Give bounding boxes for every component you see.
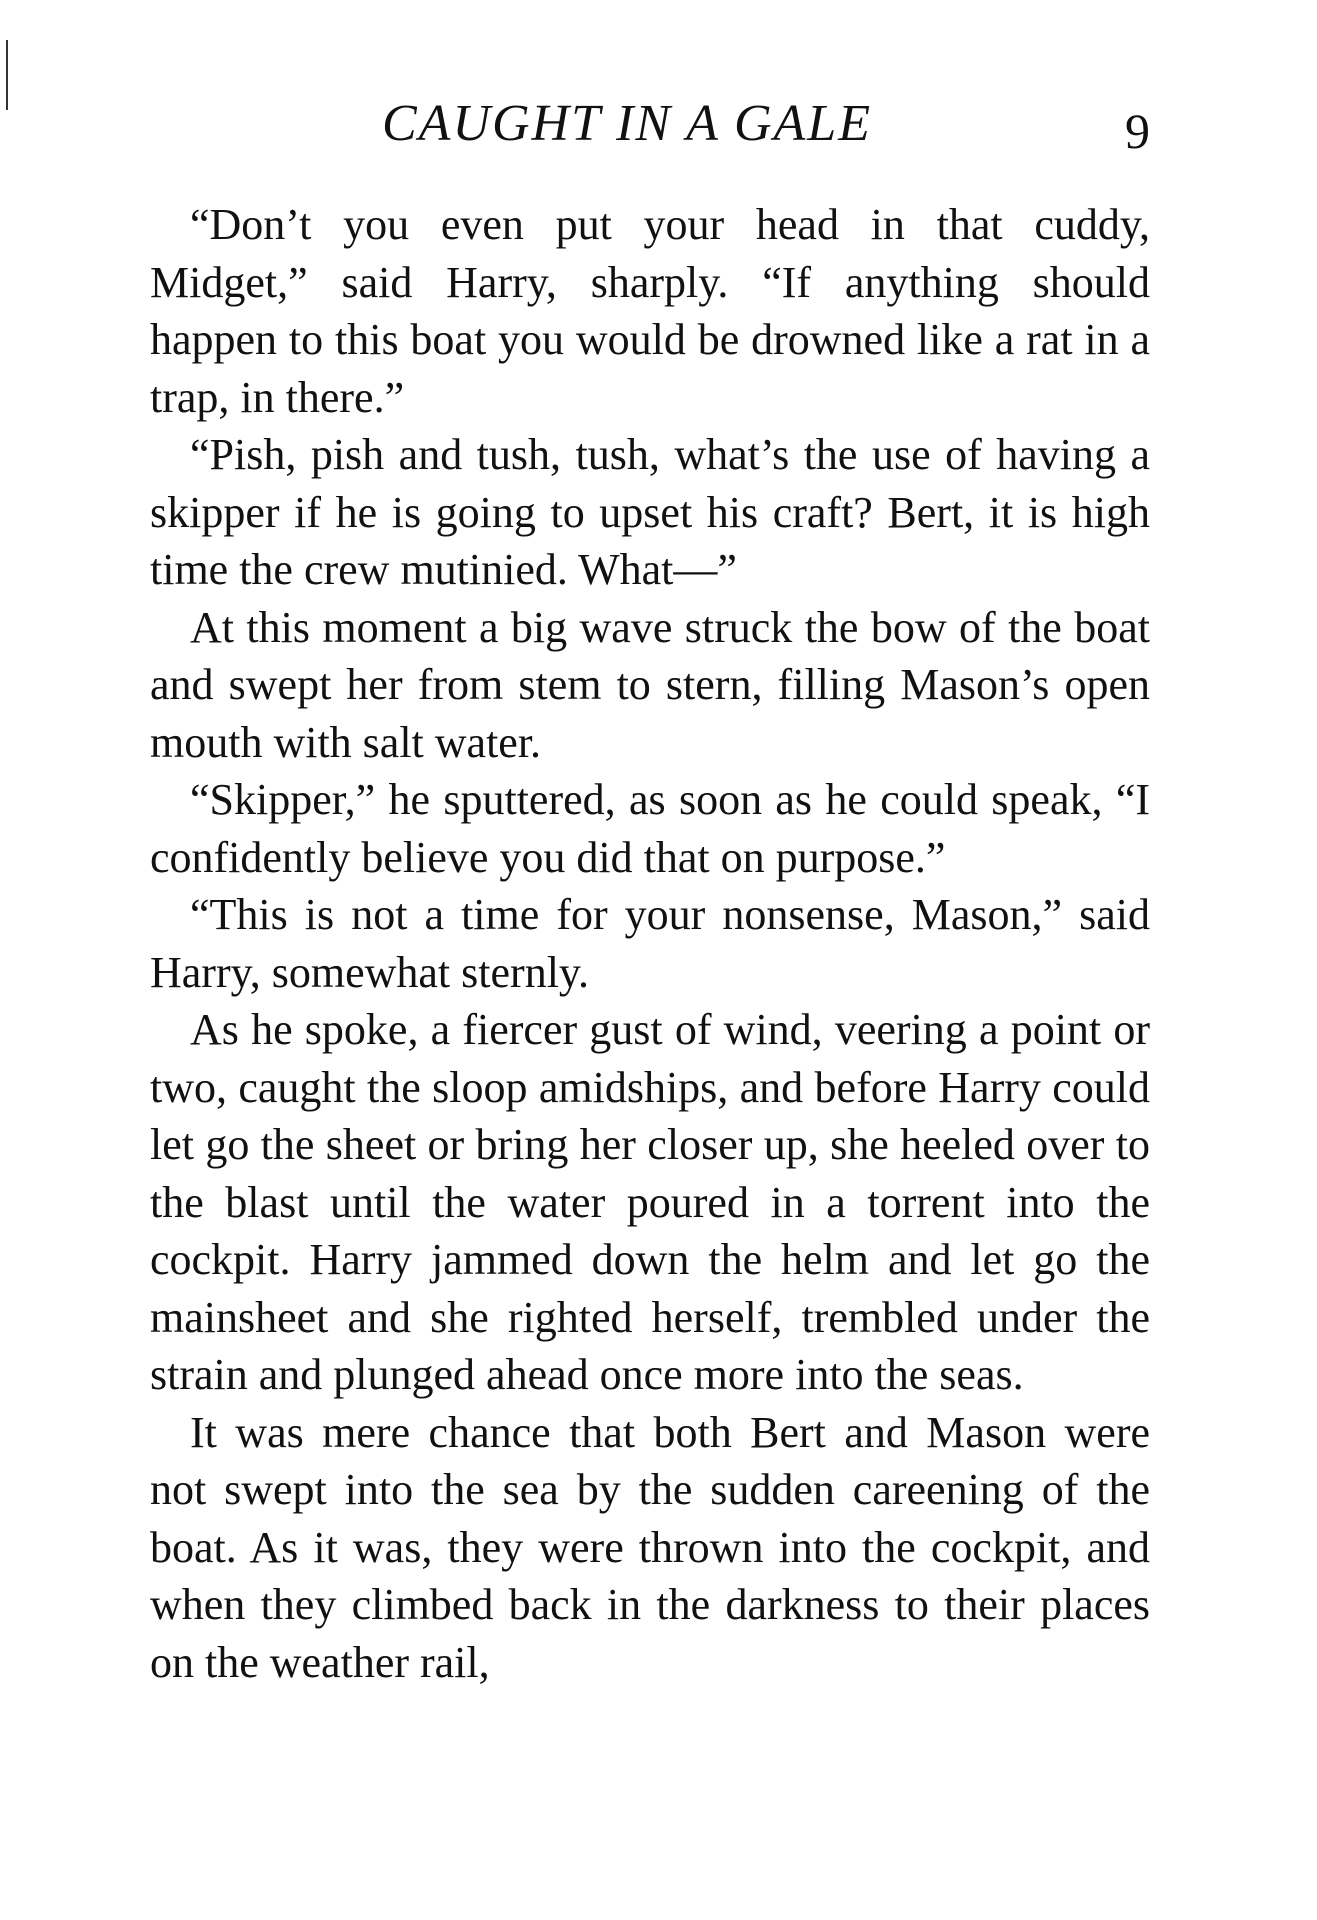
paragraph: At this moment a big wave struck the bow of the boat and swept her from stem to stern, filling Mason’s open mouth with salt water. — [150, 602, 1150, 767]
paragraph: It was mere chance that both Bert and Mason were not swept into the sea by the sudden careening of the boat. As it was, they were thrown into the cockpit, and when they climbed back in the darkness to their places on the weather rail, — [150, 1407, 1150, 1687]
page-number: 9 — [1125, 103, 1150, 159]
scan-edge-mark — [6, 40, 8, 110]
paragraph: As he spoke, a fiercer gust of wind, veering a point or two, caught the sloop amidships, and before Harry could let go the sheet or bring her closer up, she heeled over to the blast until the water poured in a torrent into the cockpit. Harry jammed down the helm and let go the mainsheet and she righted herself, trembled under the strain and plunged ahead once more into the seas. — [150, 1005, 1150, 1399]
running-title: CAUGHT IN A GALE — [382, 95, 872, 152]
paragraph: “Pish, pish and tush, tush, what’s the use of having a skipper if he is going to upset his craft? Bert, it is high time the crew mutinied. What—” — [150, 430, 1150, 594]
paragraph: “Don’t you even put your head in that cuddy, Midget,” said Harry, sharply. “If anything should happen to this boat you would be drowned like a rat in a trap, in there.” — [150, 200, 1150, 422]
body-text — [150, 196, 1150, 1691]
paragraph: “Skipper,” he sputtered, as soon as he could speak, “I confidently believe you did that on purpose.” — [150, 775, 1150, 882]
paragraph: “This is not a time for your nonsense, Mason,” said Harry, somewhat sternly. — [150, 890, 1150, 997]
page-header — [150, 95, 1150, 178]
